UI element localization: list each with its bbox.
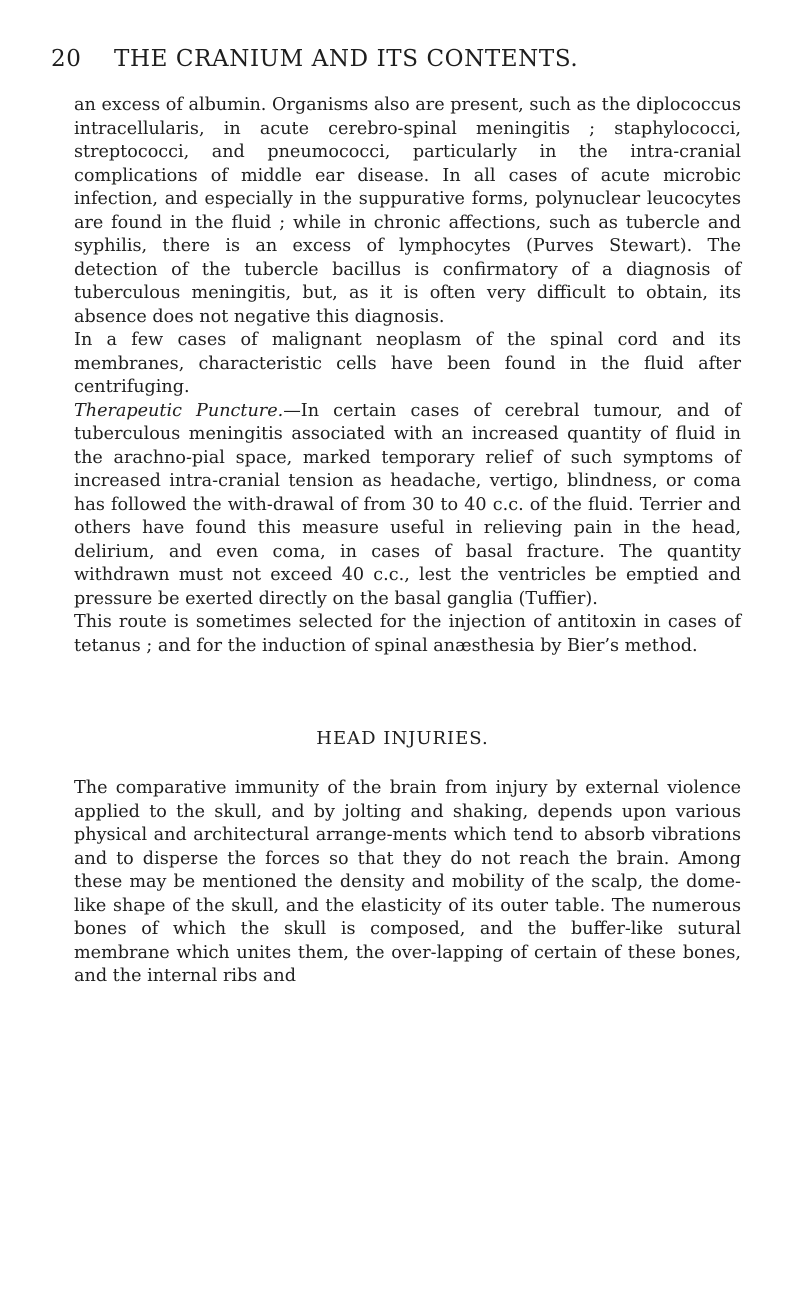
paragraph-albumin: an excess of albumin. Organisms also are present, such as the diplococcus intracellularis, in acute cerebro-spinal meningitis ; staphylococci, streptococci, and pneumococci, particularly in the intra-cranial complications of middle ear disease. In all cases of acute microbic infection, and especially in the suppurative forms, polynuclear leucocytes are found in the fluid ; while in chronic affections, such as tubercle and syphilis, there is an excess of lymphocytes (Purves Stewart). The detection of the tubercle bacillus is confirmatory of a diagnosis of tuberculous meningitis, but, as it is often very difficult to obtain, its absence does not negative this diagnosis. — [74, 95, 741, 327]
body-text — [74, 94, 741, 658]
section-body — [74, 777, 741, 989]
paragraph-route: This route is sometimes selected for the injection of antitoxin in cases of tetanus ; and for the induction of spinal anæsthesia by Bier’s method. — [74, 612, 741, 656]
section-heading: HEAD INJURIES. — [316, 728, 489, 749]
book-page — [51, 46, 741, 989]
paragraph-neoplasm: In a few cases of malignant neoplasm of the spinal cord and its membranes, characteristic cells have been found in the fluid after centrifuging. — [74, 330, 741, 397]
page-number: 20 — [51, 46, 82, 72]
paragraph-head-injuries: The comparative immunity of the brain from injury by external violence applied to the skull, and by jolting and shaking, depends upon various physical and architectural arrange-ments which tend to absorb vibrations and to disperse the forces so that they do not reach the brain. Among these may be mentioned the density and mobility of the scalp, the dome-like shape of the skull, and the elasticity of its outer table. The numerous bones of which the skull is composed, and the buffer-like sutural membrane which unites them, the over-lapping of certain of these bones, and the internal ribs and — [74, 778, 741, 986]
therapeutic-puncture-lead: Therapeutic Puncture. — [74, 400, 284, 421]
running-title: THE CRANIUM AND ITS CONTENTS. — [114, 46, 579, 72]
paragraph-therapeutic-puncture — [74, 400, 741, 612]
running-head — [51, 46, 741, 86]
therapeutic-puncture-text: —In certain cases of cerebral tumour, and of tuberculous meningitis associated with an increased quantity of fluid in the arachno-pial space, marked temporary relief of such symptoms of increased intra-cranial tension as headache, vertigo, blindness, or coma has followed the with-drawal of from 30 to 40 c.c. of the fluid. Terrier and others have found this measure useful in relieving pain in the head, delirium, and even coma, in cases of basal fracture. The quantity withdrawn must not exceed 40 c.c., lest the ventricles be emptied and pressure be exerted directly on the basal ganglia (Tuffier). — [74, 400, 741, 609]
